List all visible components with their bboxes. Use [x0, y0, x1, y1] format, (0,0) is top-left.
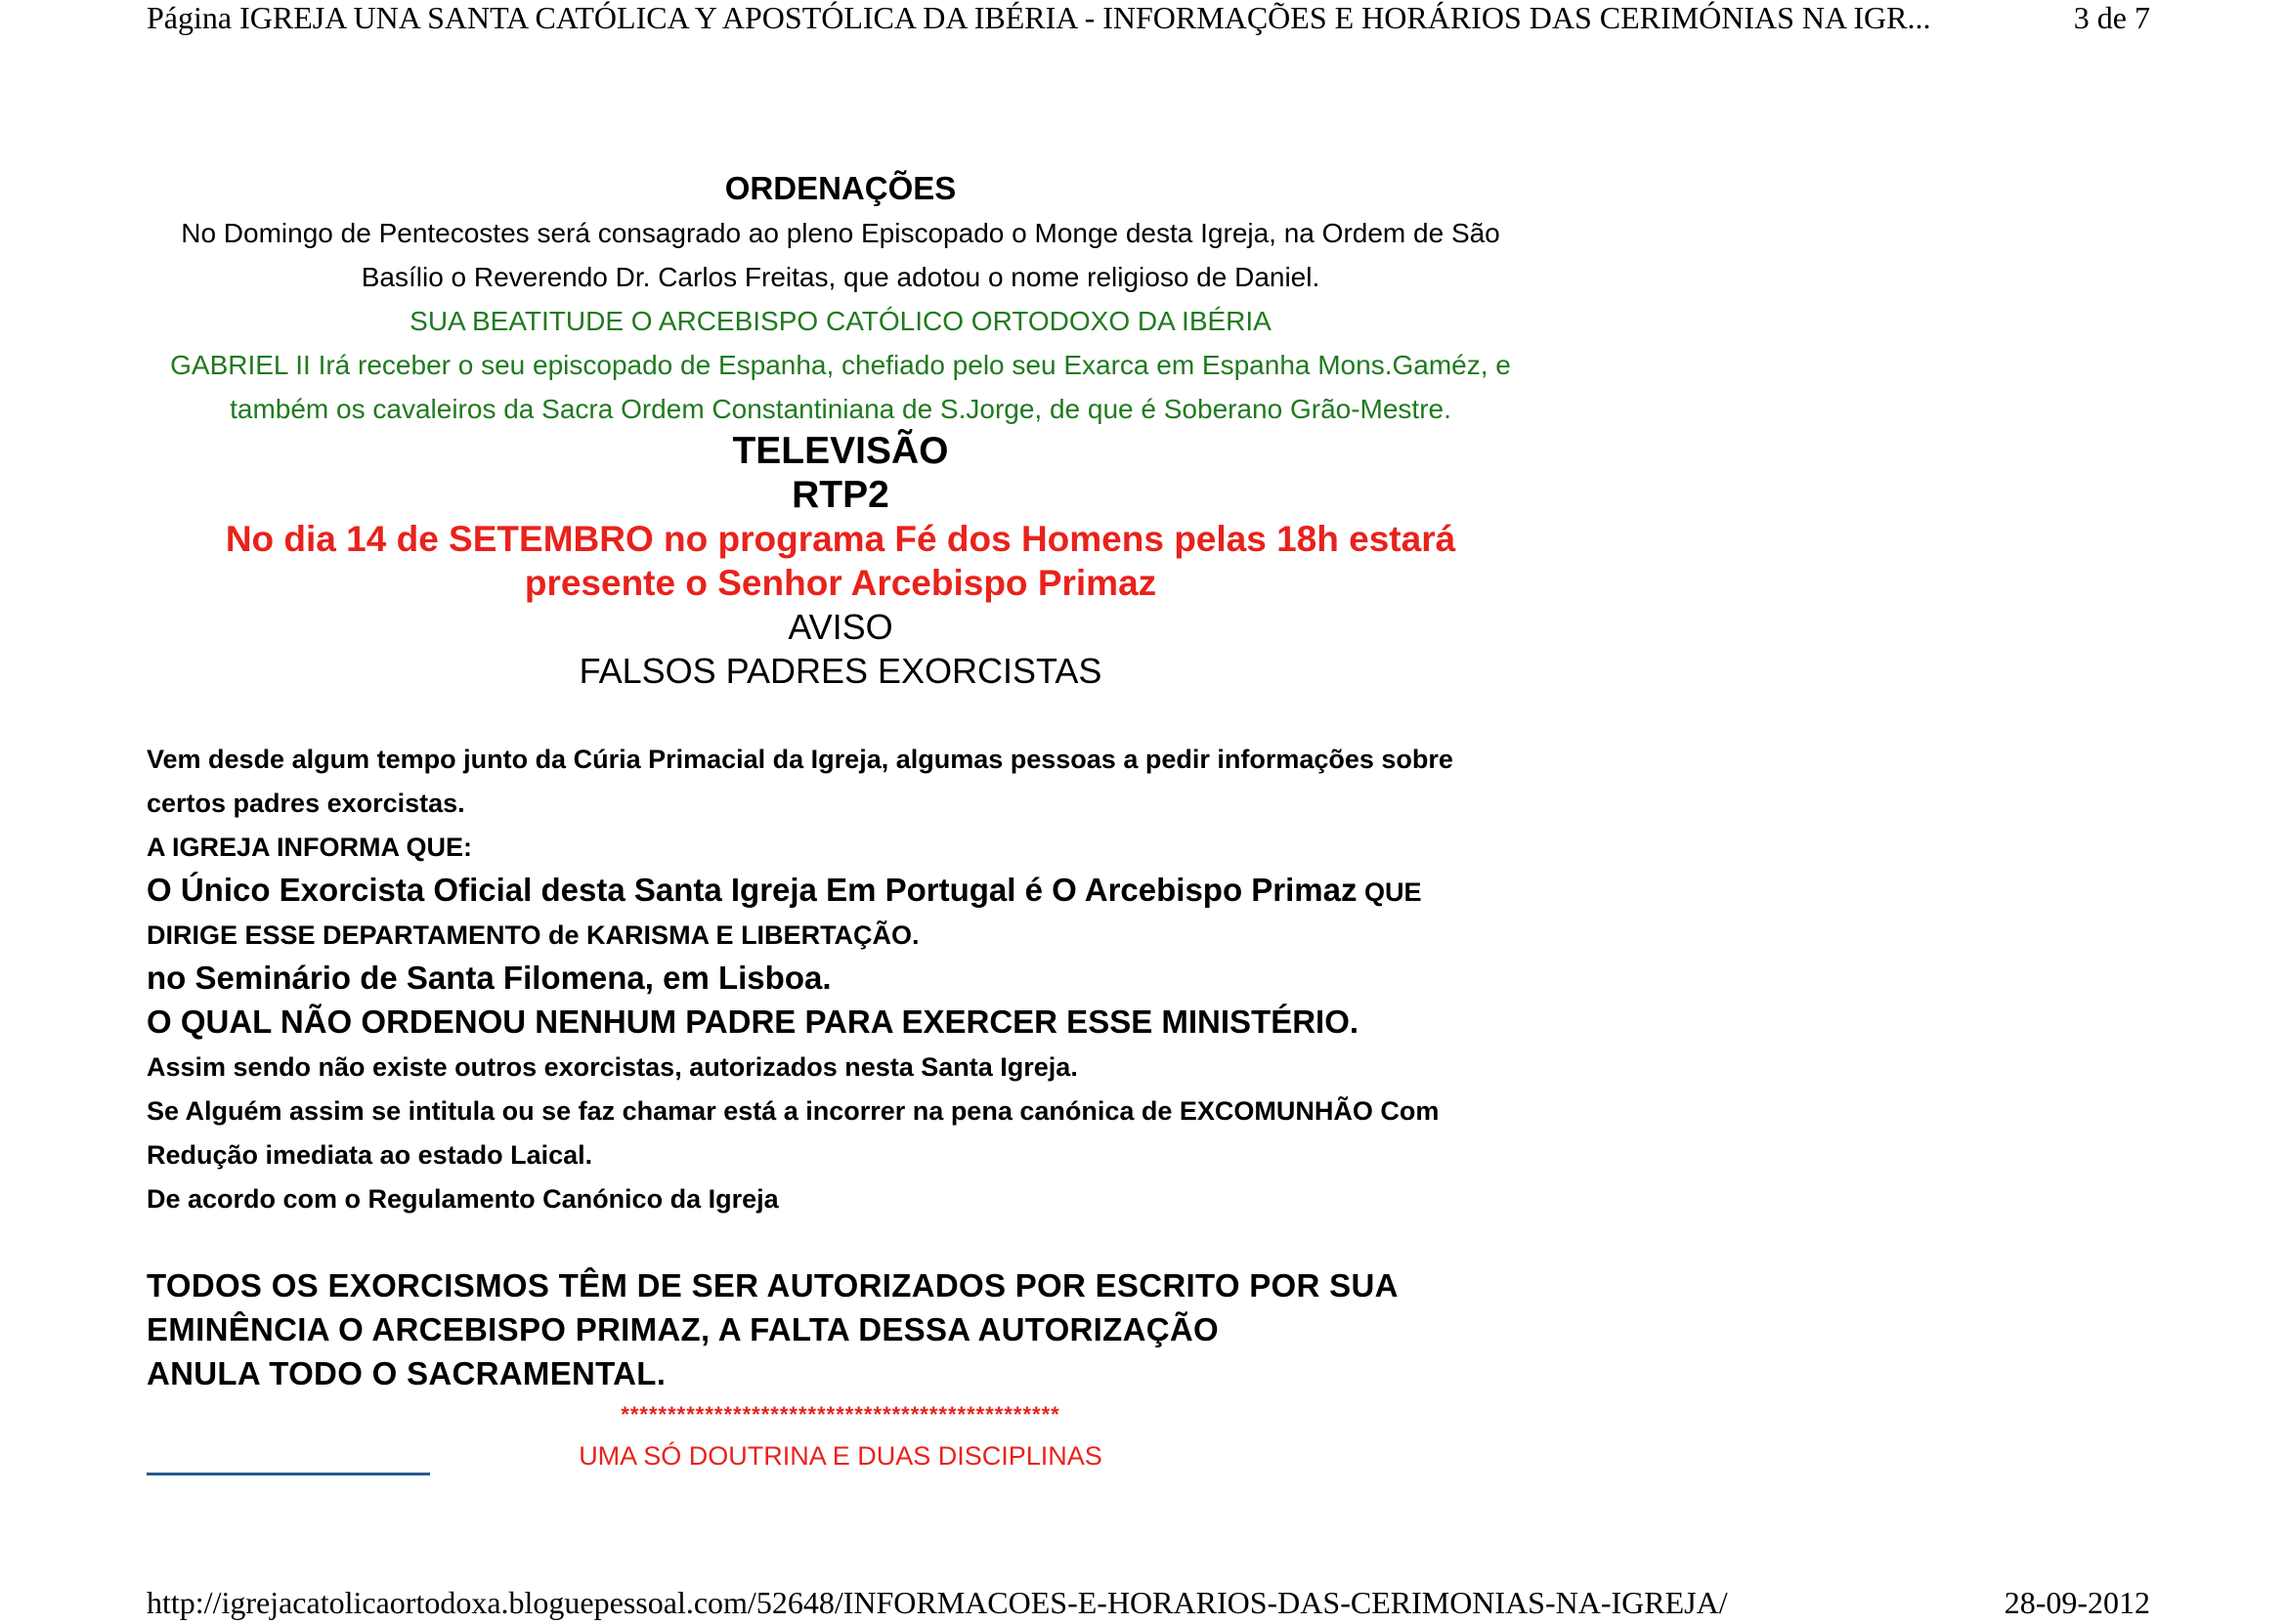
ordenacoes-line-1: No Domingo de Pentecostes será consagrado ao pleno Episcopado o Monge desta Igreja, na Ordem de São — [181, 218, 1500, 248]
ordenacoes-line-2: Basílio o Reverendo Dr. Carlos Freitas, que adotou o nome religioso de Daniel. — [361, 262, 1320, 292]
aviso-paragraph-3b: DIRIGE ESSE DEPARTAMENTO de KARISMA E LIBERTAÇÃO. — [147, 920, 920, 950]
ordenacoes-green-line-2: GABRIEL II Irá receber o seu episcopado de Espanha, chefiado pelo seu Exarca em Espanha Mons.Gaméz, e — [170, 350, 1511, 380]
aviso-paragraph-3a — [147, 872, 1422, 909]
aviso-paragraph-3a-tail: QUE — [1357, 877, 1422, 907]
page-footer — [147, 1585, 2150, 1624]
exorcismos-line-2: EMINÊNCIA O ARCEBISPO PRIMAZ, A FALTA DESSA AUTORIZAÇÃO — [147, 1311, 1219, 1347]
aviso-paragraph-7b: Redução imediata ao estado Laical. — [147, 1140, 593, 1170]
page-header — [147, 0, 2150, 39]
ordenacoes-green-line-3: também os cavaleiros da Sacra Ordem Constantiniana de S.Jorge, de que é Soberano Grão-Mestre. — [230, 394, 1451, 424]
aviso-paragraph-4: no Seminário de Santa Filomena, em Lisboa. — [147, 960, 832, 996]
horizontal-rule — [147, 1473, 430, 1475]
aviso-subheading: FALSOS PADRES EXORCISTAS — [579, 651, 1102, 691]
televisao-heading: TELEVISÃO — [732, 430, 949, 472]
ordenacoes-heading: ORDENAÇÕES — [724, 170, 957, 206]
exorcismos-line-3: ANULA TODO O SACRAMENTAL. — [147, 1355, 667, 1391]
aviso-paragraph-1a: Vem desde algum tempo junto da Cúria Primacial da Igreja, algumas pessoas a pedir informações sobre — [147, 745, 1453, 774]
ordenacoes-green-line-1: SUA BEATITUDE O ARCEBISPO CATÓLICO ORTODOXO DA IBÉRIA — [410, 306, 1272, 336]
aviso-paragraph-2: A IGREJA INFORMA QUE: — [147, 833, 473, 862]
footer-url[interactable]: http://igrejacatolicaortodoxa.bloguepessoal.com/52648/INFORMACOES-E-HORARIOS-DAS-CERIMONIAS-NA-IGREJA/ — [147, 1585, 1728, 1620]
exorcismos-line-1: TODOS OS EXORCISMOS TÊM DE SER AUTORIZADOS POR ESCRITO POR SUA — [147, 1267, 1399, 1303]
aviso-paragraph-8: De acordo com o Regulamento Canónico da Igreja — [147, 1184, 779, 1214]
aviso-paragraph-6: Assim sendo não existe outros exorcistas, autorizados nesta Santa Igreja. — [147, 1052, 1078, 1082]
closing-stars-divider: *********************************************** — [621, 1402, 1060, 1427]
televisao-channel: RTP2 — [792, 474, 889, 516]
aviso-paragraph-5: O QUAL NÃO ORDENOU NENHUM PADRE PARA EXERCER ESSE MINISTÉRIO. — [147, 1004, 1359, 1040]
aviso-paragraph-7a: Se Alguém assim se intitula ou se faz chamar está a incorrer na pena canónica de EXCOMUNHÃO Com — [147, 1096, 1440, 1126]
televisao-announcement-line-2: presente o Senhor Arcebispo Primaz — [524, 563, 1157, 603]
closing-doctrine: UMA SÓ DOUTRINA E DUAS DISCIPLINAS — [579, 1441, 1102, 1471]
footer-date: 28-09-2012 — [2004, 1585, 2150, 1620]
aviso-paragraph-3a-main: O Único Exorcista Oficial desta Santa Igreja Em Portugal é O Arcebispo Primaz — [147, 872, 1358, 908]
header-title: Página IGREJA UNA SANTA CATÓLICA Y APOSTÓLICA DA IBÉRIA - INFORMAÇÕES E HORÁRIOS DAS CERIMÓNIAS NA IGR... — [147, 0, 1931, 35]
aviso-heading: AVISO — [788, 607, 893, 647]
aviso-paragraph-1b: certos padres exorcistas. — [147, 789, 465, 818]
televisao-announcement-line-1: No dia 14 de SETEMBRO no programa Fé dos Homens pelas 18h estará — [225, 519, 1456, 559]
page-counter: 3 de 7 — [2073, 0, 2150, 35]
